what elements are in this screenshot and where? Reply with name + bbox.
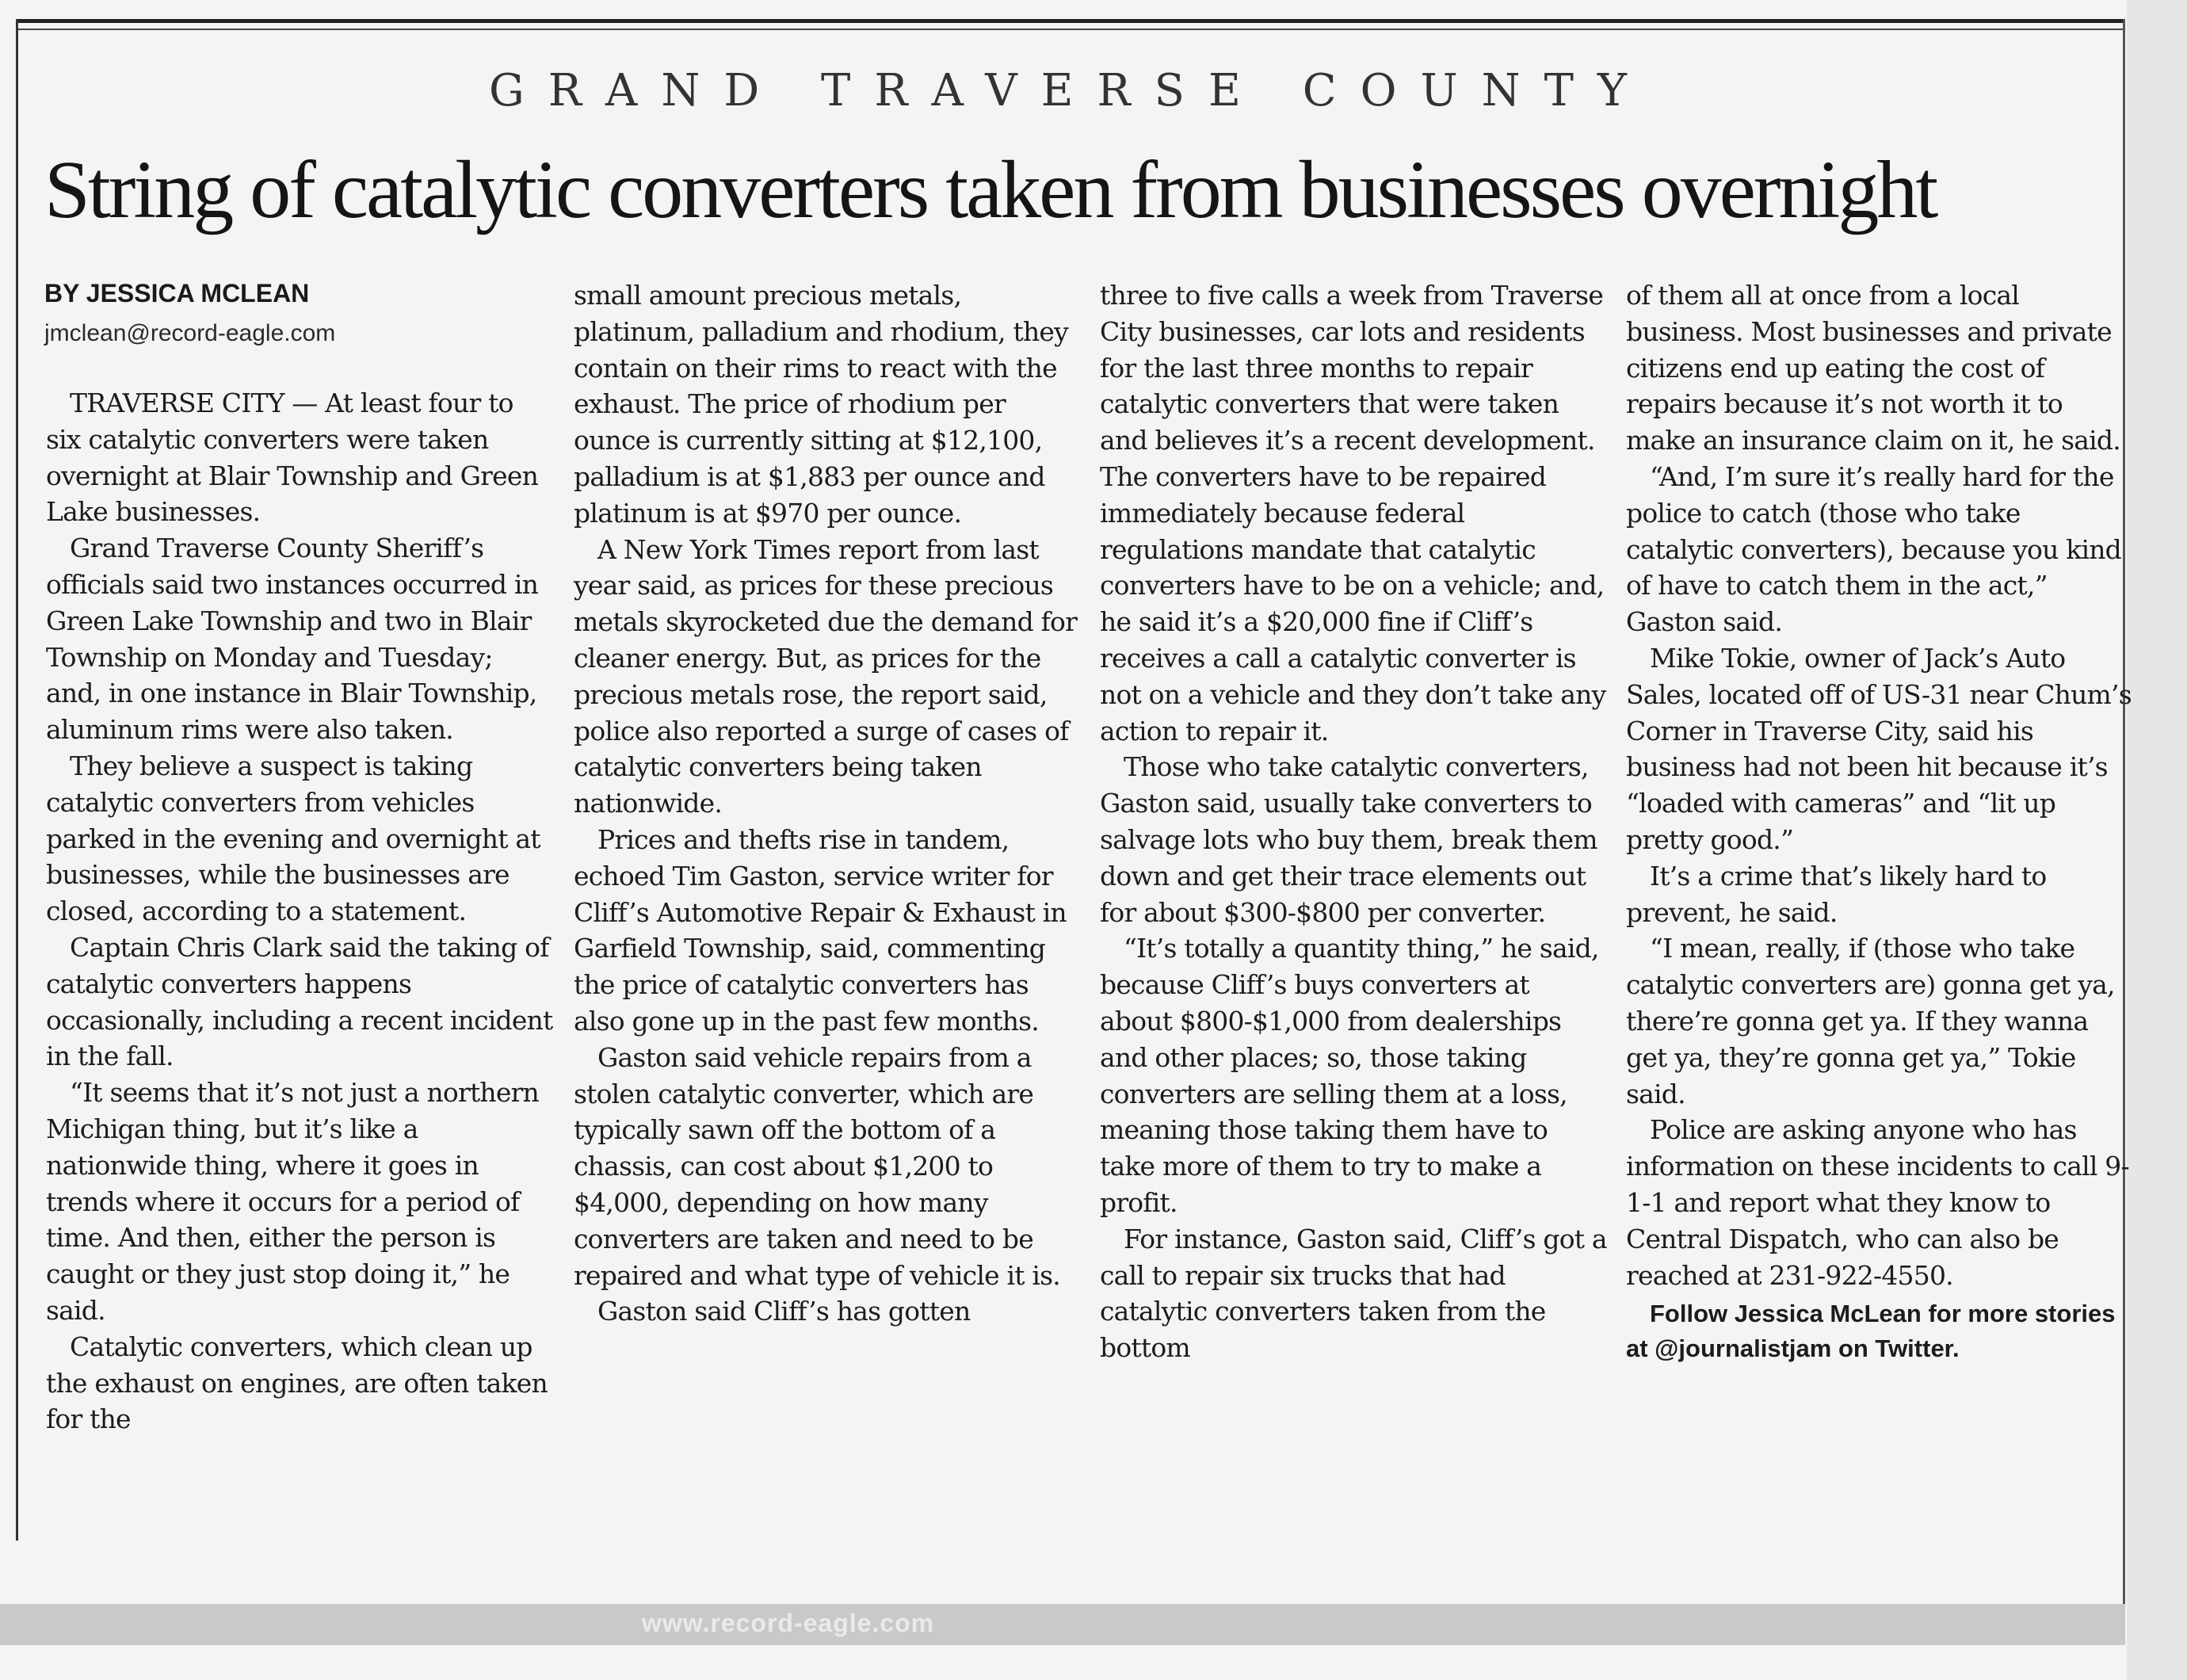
byline: BY JESSICA MCLEAN [44,279,310,307]
paragraph: Prices and thefts rise in tandem, echoed Tim Gaston, service writer for Cliff’s Automotive Repair & Exhaust in Garfield Township, said, commenting the price of catalytic converters has also gone up in the past few months. [574,823,1067,1037]
paragraph: Police are asking anyone who has information on these incidents to call 9-1-1 and report what they know to Central Dispatch, who can also be reached at 231-922-4550. [1626,1114,2129,1291]
paragraph: of them all at once from a local business. Most businesses and private citizens end up eating the cost of repairs because it’s not worth it to make an insurance claim on it, he said. [1626,280,2120,456]
paragraph: three to five calls a week from Traverse City businesses, car lots and residents for the last three months to repair catalytic converters that were taken and believes it’s a recent development. The converters have to be repaired immediately because federal regulations mandate that catalytic converters have to be on a vehicle; and, he said it’s a $20,000 fine if Cliff’s receives a call a catalytic converter is not on a vehicle and they don’t take any action to repair it. [1100,280,1606,746]
paragraph: Mike Tokie, owner of Jack’s Auto Sales, located off of US-31 near Chum’s Corner in Traverse City, said his business had not been hit because it’s “loaded with cameras” and “lit up pretty good.” [1626,642,2132,855]
page-edge-strip [2127,0,2187,1680]
section-label: GRAND TRAVERSE COUNTY [488,65,1651,116]
paragraph: Those who take catalytic converters, Gaston said, usually take converters to salvage lots who buy them, break them down and get their trace elements out for about $300-$800 per converter. [1100,751,1597,928]
top-rule [16,19,2125,23]
paragraph: TRAVERSE CITY — At least four to six catalytic converters were taken overnight at Blair Township and Green Lake businesses. [46,388,539,528]
paragraph: “It seems that it’s not just a northern Michigan thing, but it’s like a nationwide thing, where it goes in trends where it occurs for a period of time. And then, either the person is caught or they just stop doing it,” he said. [46,1077,540,1326]
footer-url: www.record-eagle.com [642,1609,935,1637]
footer-bar [0,1604,2125,1645]
paragraph: Captain Chris Clark said the taking of catalytic converters happens occasionally, including a recent incident in the fall. [46,931,553,1072]
paragraph: A New York Times report from last year said, as prices for these precious metals skyrocketed due the demand for cleaner energy. But, as prices for the precious metals rose, the report said, police also reported a surge of cases of catalytic converters being taken nationwide. [574,533,1078,819]
left-column-rule [16,19,18,1541]
paragraph: “I mean, really, if (those who take catalytic converters are) gonna get ya, there’re gonna get ya. If they wanna get ya, they’re gonna get ya,” Tokie said. [1626,933,2115,1109]
follow-note: Follow Jessica McLean for more stories at @journalistjam on Twitter. [1626,1300,2116,1363]
article-column-2 [574,277,1081,1330]
paragraph: Catalytic converters, which clean up the exhaust on engines, are often taken for the [46,1331,548,1435]
headline: String of catalytic converters taken from businesses overnight [44,144,1937,235]
paragraph: “It’s totally a quantity thing,” he said, because Cliff’s buys converters at about $800-$1,000 from dealerships and other places; so, those taking converters are selling them at a loss, meaning those taking them have to take more of them to try to make a profit. [1100,933,1599,1218]
article-column-3 [1100,277,1607,1366]
top-rule-thin [16,29,2125,30]
article-column-1 [46,385,553,1438]
paragraph: They believe a suspect is taking catalytic converters from vehicles parked in the evening and overnight at businesses, while the businesses are closed, according to a statement. [46,750,540,927]
paragraph: Gaston said vehicle repairs from a stolen catalytic converter, which are typically sawn off the bottom of a chassis, can cost about $1,200 to $4,000, depending on how many converters are taken and need to be repaired and what type of vehicle it is. [574,1041,1060,1291]
paragraph: Gaston said Cliff’s has gotten [597,1296,971,1327]
author-email: jmclean@record-eagle.com [44,320,336,346]
paragraph: “And, I’m sure it’s really hard for the police to catch (those who take catalytic converters), because you kind of have to catch them in the act,” Gaston said. [1626,460,2121,638]
paragraph: Grand Traverse County Sheriff’s officials said two instances occurred in Green Lake Township and two in Blair Township on Monday and Tuesday; and, in one instance in Blair Township, aluminum rims were also taken. [46,533,539,746]
paragraph: For instance, Gaston said, Cliff’s got a call to repair six trucks that had catalytic converters taken from the bottom [1100,1223,1607,1364]
paragraph: It’s a crime that’s likely hard to prevent, he said. [1626,860,2047,928]
paragraph: small amount precious metals, platinum, palladium and rhodium, they contain on their rims to react with the exhaust. The price of rhodium per ounce is currently sitting at $12,100, palladium is at $1,883 per ounce and platinum is at $970 per ounce. [574,280,1068,529]
article-column-4 [1626,277,2133,1366]
